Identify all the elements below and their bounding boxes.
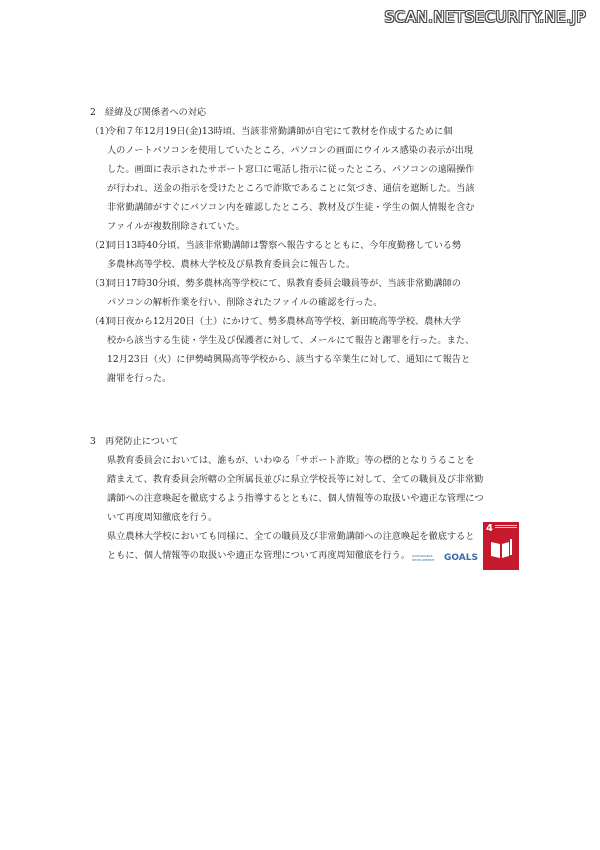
item-number: （3）: [90, 278, 115, 289]
item-line: 12月23日（火）に伊勢崎興陽高等学校から、該当する卒業生に対して、通知にて報告と: [107, 354, 471, 365]
item-line: ファイルが複数削除されていた。: [107, 221, 245, 232]
paragraph-line: 講師への注意喚起を徹底するよう指導するとともに、個人情報等の取扱いや適正な管理につ: [107, 493, 484, 504]
sdg-wordmark-small: SUSTAINABLE DEVELOPMENT: [412, 554, 435, 562]
section-gap: [90, 388, 530, 432]
item-line: 同日13時40分頃、当該非常勤講師は警察へ報告するとともに、今年度勤務している勢: [107, 240, 462, 251]
item-line: が行われ、送金の指示を受けたところで詐欺であることに気づき、通信を遮断した。当該: [107, 183, 475, 194]
book-pencil-icon: [490, 539, 512, 559]
item-number: （2）: [90, 240, 115, 251]
paragraph-line: ともに、個人情報等の取扱いや適正な管理について再度周知徹底を行う。: [107, 550, 411, 561]
paragraph-line: 県教育委員会においては、誰もが、いわゆる「サポート詐欺」等の標的となりうることを: [107, 455, 475, 466]
paragraph-line: 踏まえて、教育委員会所轄の全所属長並びに県立学校長等に対して、全ての職員及び非常勤: [107, 474, 484, 485]
sdg-goal-number: 4: [486, 523, 493, 534]
paragraph-line: いて再度周知徹底を行う。: [107, 512, 218, 523]
item-number: （1）: [90, 126, 115, 137]
watermark: SCAN.NETSECURITY.NE.JP: [384, 8, 586, 26]
list-item: [90, 236, 530, 274]
sdg-goal-4-icon: [483, 522, 519, 570]
item-line: 校から該当する生徒・学生及び保護者に対して、メールにて報告と謝罪を行った。また、: [107, 335, 475, 346]
list-item: [90, 312, 530, 388]
document-body: [90, 103, 530, 565]
item-line: 謝罪を行った。: [107, 373, 172, 384]
sdg-wordmark-goals: GOALS: [444, 553, 478, 563]
item-line: 多農林高等学校、農林大学校及び県教育委員会に報告した。: [107, 259, 356, 270]
item-line: 非常勤講師がすぐにパソコン内を確認したところ、教材及び生徒・学生の個人情報を含む: [107, 202, 475, 213]
section-2-heading: 2 経緯及び関係者への対応: [90, 107, 207, 118]
sdg-logo: [412, 522, 522, 572]
paragraph: [90, 451, 530, 527]
item-line: した。画面に表示されたサポート窓口に電話し指示に従ったところ、パソコンの遠隔操作: [107, 164, 475, 175]
section-3-heading: 3 再発防止について: [90, 436, 179, 447]
paragraph-line: 県立農林大学校においても同様に、全ての職員及び非常勤講師への注意喚起を徹底すると: [107, 531, 475, 542]
item-line: 同日夜から12月20日（土）にかけて、勢多農林高等学校、新田暁高等学校、農林大学: [107, 316, 461, 327]
item-number: （4）: [90, 316, 115, 327]
sdg-goal-caption: [495, 525, 517, 530]
sdg-wordmark: [412, 552, 482, 568]
list-item: [90, 122, 530, 236]
list-item: [90, 274, 530, 312]
item-line: 人のノートパソコンを使用していたところ、パソコンの画面にウイルス感染の表示が出現: [107, 145, 474, 156]
item-line: パソコンの解析作業を行い、削除されたファイルの確認を行った。: [107, 297, 383, 308]
item-line: 令和７年12月19日(金)13時頃、当該非常勤講師が自宅にて教材を作成するために個: [107, 126, 453, 137]
item-line: 同日17時30分頃、勢多農林高等学校にて、県教育委員会職員等が、当該非常勤講師の: [107, 278, 461, 289]
